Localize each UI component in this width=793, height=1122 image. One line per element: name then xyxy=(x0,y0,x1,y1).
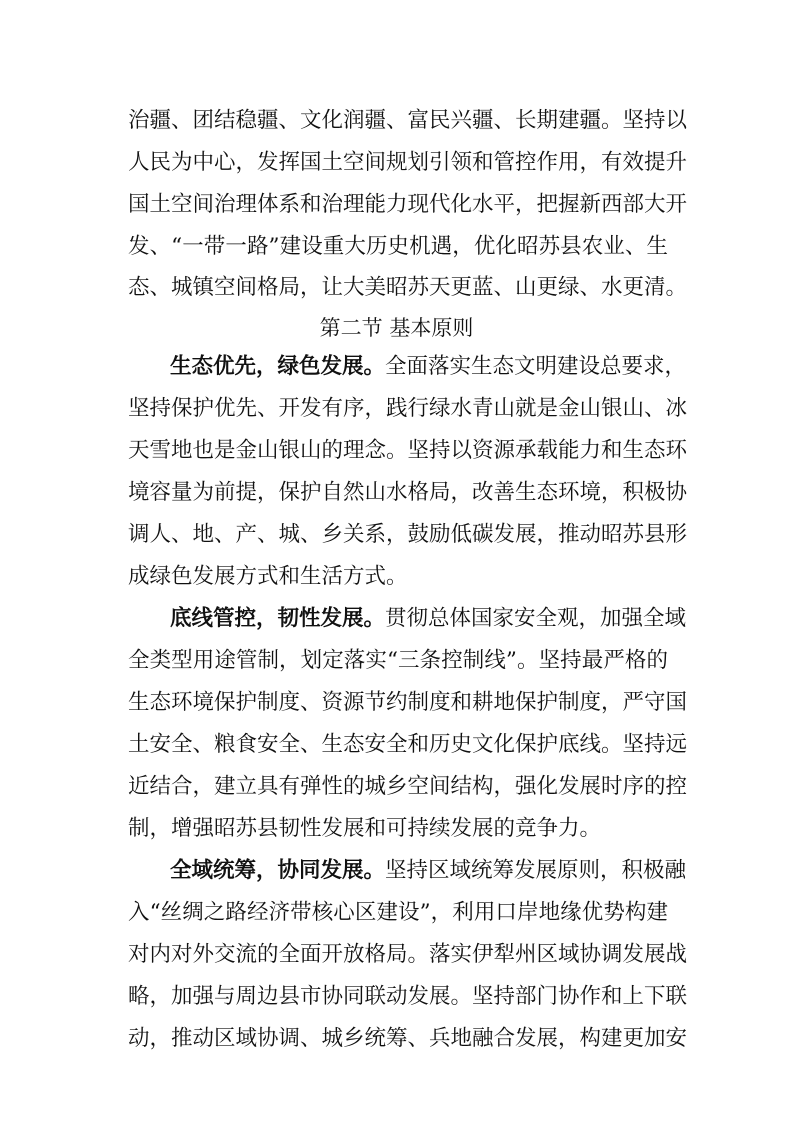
paragraph-line: 态、城镇空间格局，让大美昭苏天更蓝、山更绿、水更清。 xyxy=(128,275,688,300)
paragraph-line: 生态环境保护制度、资源节约制度和耕地保护制度，严守国 xyxy=(128,690,688,715)
paragraph-line: 坚持保护优先、开发有序，践行绿水青山就是金山银山、冰 xyxy=(128,396,688,421)
paragraph-line: 境容量为前提，保护自然山水格局，改善生态环境，积极协 xyxy=(128,480,688,505)
paragraph-line: 动，推动区域协调、城乡统筹、兵地融合发展，构建更加安 xyxy=(128,1026,688,1051)
principle-lead: 底线管控，韧性发展。 xyxy=(170,606,386,631)
paragraph-line: 发、“一带一路”建设重大历史机遇，优化昭苏县农业、生 xyxy=(128,234,668,259)
paragraph-line: 天雪地也是金山银山的理念。坚持以资源承载能力和生态环 xyxy=(128,438,688,463)
principle-text: 贯彻总体国家安全观，加强全域 xyxy=(385,606,687,631)
principle-first-line xyxy=(170,352,687,382)
paragraph-line: 近结合，建立具有弹性的城乡空间结构，强化发展时序的控 xyxy=(128,774,688,799)
paragraph-line: 调人、地、产、城、乡关系，鼓励低碳发展，推动昭苏县形 xyxy=(128,522,688,547)
paragraph-line: 入“丝绸之路经济带核心区建设”，利用口岸地缘优势构建 xyxy=(128,900,668,925)
principle-first-line xyxy=(170,604,687,634)
paragraph-line: 人民为中心，发挥国土空间规划引领和管控作用，有效提升 xyxy=(128,150,688,175)
paragraph-line: 制，增强昭苏县韧性发展和可持续发展的竞争力。 xyxy=(128,816,602,841)
principle-first-line xyxy=(170,856,687,886)
paragraph-line: 土安全、粮食安全、生态安全和历史文化保护底线。坚持远 xyxy=(128,732,688,757)
principle-text: 坚持区域统筹发展原则，积极融 xyxy=(385,858,687,883)
principle-lead: 全域统筹，协同发展。 xyxy=(170,858,386,883)
paragraph-line: 略，加强与周边县市协同联动发展。坚持部门协作和上下联 xyxy=(128,984,688,1009)
paragraph-line: 治疆、团结稳疆、文化润疆、富民兴疆、长期建疆。坚持以 xyxy=(128,108,688,133)
paragraph-line: 成绿色发展方式和生活方式。 xyxy=(128,564,408,589)
principle-text: 全面落实生态文明建设总要求， xyxy=(385,354,687,379)
paragraph-line: 对内对外交流的全面开放格局。落实伊犁州区域协调发展战 xyxy=(128,942,688,967)
section-heading: 第二节 基本原则 xyxy=(319,316,474,340)
paragraph-line: 国土空间治理体系和治理能力现代化水平，把握新西部大开 xyxy=(128,192,688,217)
principle-lead: 生态优先，绿色发展。 xyxy=(170,354,386,379)
paragraph-line: 全类型用途管制，划定落实“三条控制线”。坚持最严格的 xyxy=(128,648,668,673)
